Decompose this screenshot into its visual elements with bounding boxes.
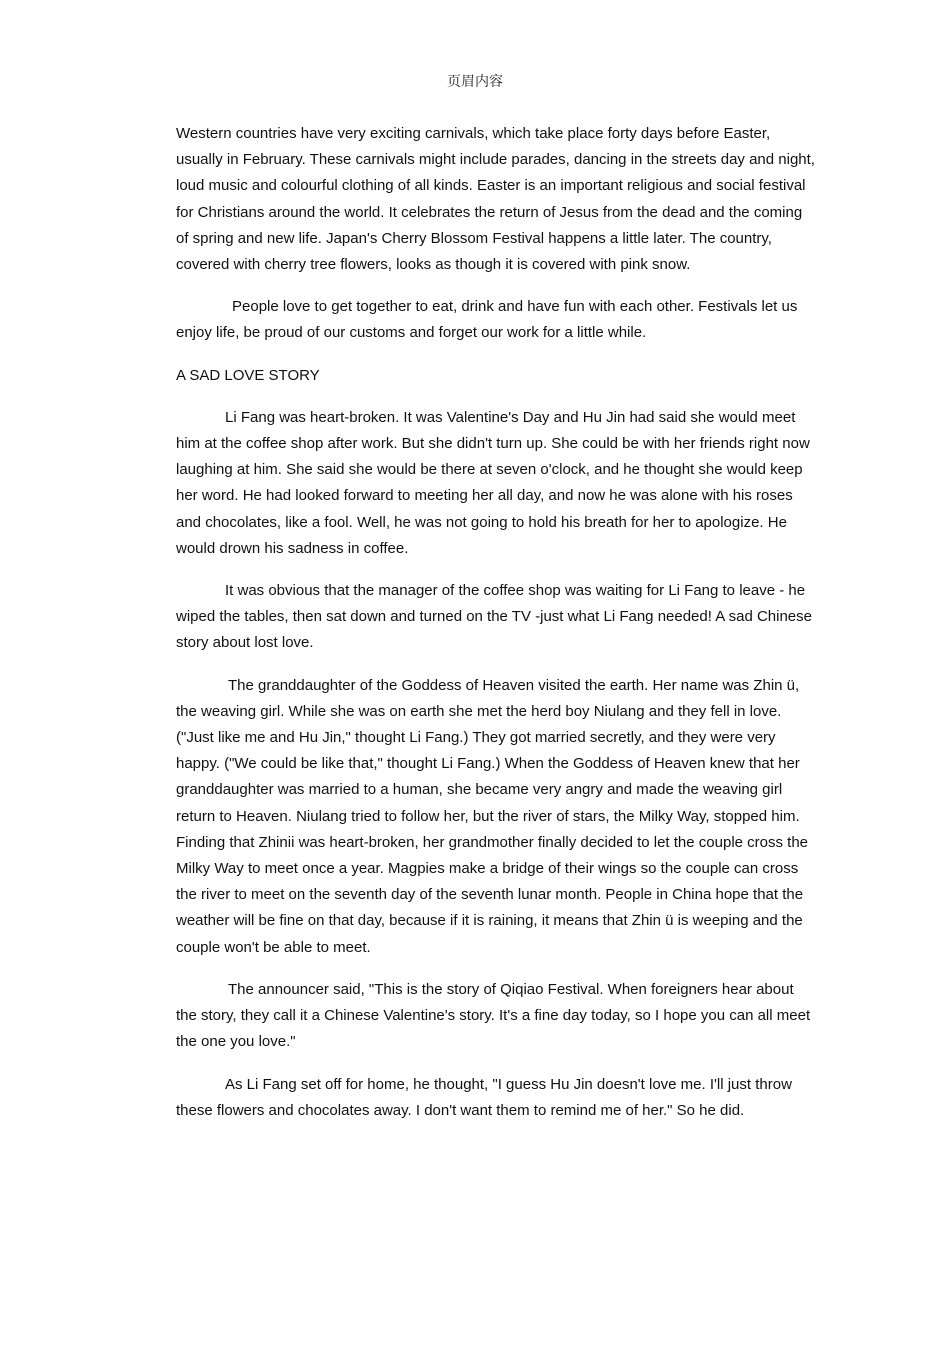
section-heading: A SAD LOVE STORY [176, 366, 320, 384]
paragraph-heart-broken: Li Fang was heart-broken. It was Valentine's Day and Hu Jin had said she would meet him at the coffee shop after work. But she didn't turn up. She could be with her friends right now laughing at him. She said she would be there at seven o'clock, and he thought she would keep her word. He had looked forward to meeting her all day, and now he was alone with his roses and chocolates, like a fool. Well, he was not going to hold his breath for her to apologize. He would drown his sadness in coffee. [176, 408, 810, 557]
paragraph-coffee-shop: It was obvious that the manager of the coffee shop was waiting for Li Fang to leave - he wiped the tables, then sat down and turned on the TV -just what Li Fang needed! A sad Chinese story about lost love. [176, 582, 812, 652]
document-body [176, 121, 816, 1140]
paragraph-announcer: The announcer said, "This is the story of Qiqiao Festival. When foreigners hear about the story, they call it a Chinese Valentine's story. It's a fine day today, so I hope you can all meet the one you love." [176, 980, 811, 1051]
paragraph-carnivals: Western countries have very exciting carnivals, which take place forty days before Easter, usually in February. These carnivals might include parades, dancing in the streets day and night, loud music and colourful clothing of all kinds. Easter is an important religious and social festival for Christians around the world. It celebrates the return of Jesus from the dead and the coming of spring and new life. Japan's Cherry Blossom Festival happens a little later. The country, covered with cherry tree flowers, looks as though it is covered with pink snow. [176, 125, 815, 274]
paragraph-legend: The granddaughter of the Goddess of Heaven visited the earth. Her name was Zhin ü, the weaving girl. While she was on earth she met the herd boy Niulang and they fell in love. ("Just like me and Hu Jin," thought Li Fang.) They got married secretly, and they were very happy. ("We could be like that," thought Li Fang.) When the Goddess of Heaven knew that her granddaughter was married to a human, she became very angry and made the weaving girl return to Heaven. Niulang tried to follow her, but the river of stars, the Milky Way, stopped him. Finding that Zhinii was heart-broken, her grandmother finally decided to let the couple cross the Milky Way to meet once a year. Magpies make a bridge of their wings so the couple can cross the river to meet on the seventh day of the seventh lunar month. People in China hope that the weather will be fine on that day, because if it is raining, it means that Zhin ü is weeping and the couple won't be able to meet. [176, 676, 809, 956]
paragraph-ending: As Li Fang set off for home, he thought, "I guess Hu Jin doesn't love me. I'll just throw these flowers and chocolates away. I don't want them to remind me of her." So he did. [176, 1075, 792, 1119]
page-header: 页眉内容 [447, 74, 503, 90]
paragraph-festivals: People love to get together to eat, drink and have fun with each other. Festivals let us enjoy life, be proud of our customs and forget our work for a little while. [176, 298, 798, 342]
